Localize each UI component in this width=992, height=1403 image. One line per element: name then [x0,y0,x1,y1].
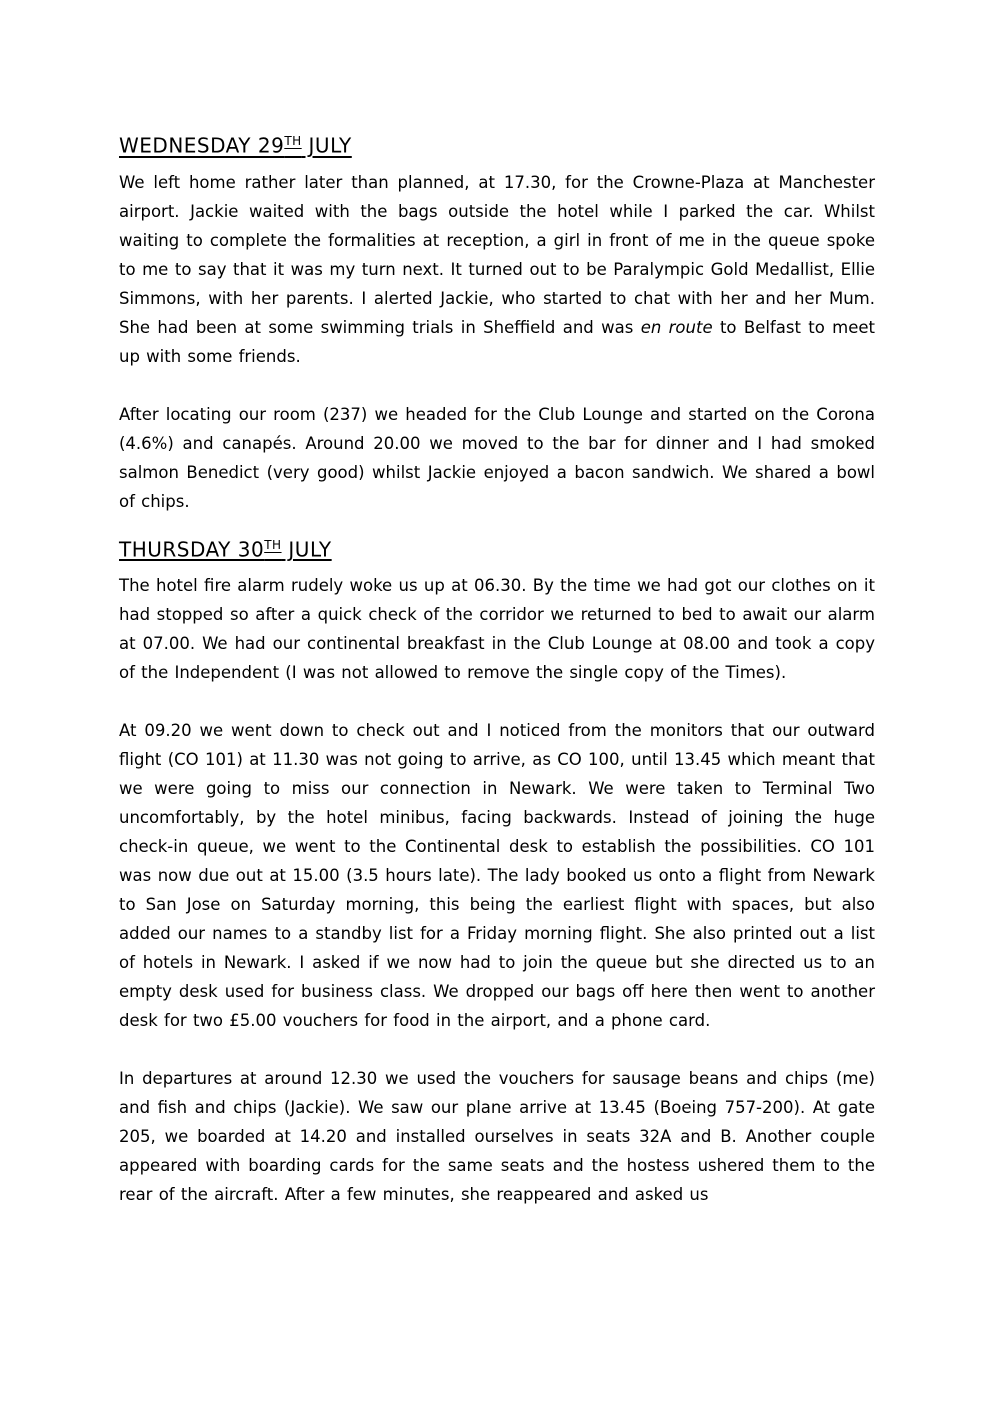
section-wednesday-29-july [119,126,875,516]
paragraph-text: We left home rather later than planned, at 17.30, for the Crowne-Plaza at Manchester airport. Jackie waited with the bags outside the hotel while I parked the car. Whilst waiting to complete the formalities at reception, a girl in front of me in the queue spoke to me to say that it was my turn next. It turned out to be Paralympic Gold Medallist, Ellie Simmons, with her parents. I alerted Jackie, who started to chat with her and her Mum. She had been at some swimming trials in Sheffield and was [119,172,875,337]
paragraph-text: to Belfast to meet up with some friends. [119,317,876,366]
heading-month: JULY [301,133,352,158]
section-heading [119,530,875,565]
paragraph-italic-phrase: en route [640,317,713,337]
diary-paragraph: At 09.20 we went down to check out and I noticed from the monitors that our outward flight (CO 101) at 11.30 was not going to arrive, as CO 100, until 13.45 which meant that we were going to miss our connection in Newark. We were taken to Terminal Two uncomfortably, by the hotel minibus, facing backwards. Instead of joining the huge check-in queue, we went to the Continental desk to establish the possibilities. CO 101 was now due out at 15.00 (3.5 hours late). The lady booked us onto a flight from Newark to San Jose on Saturday morning, this being the earliest flight with spaces, but also added our names to a standby list for a Friday morning flight. She also printed out a list of hotels in Newark. I asked if we now had to join the queue but she directed us to an empty desk used for business class. We dropped our bags off here then went to another desk for two £5.00 vouchers for food in the airport, and a phone card. [119,721,875,1031]
diary-paragraph: In departures at around 12.30 we used the vouchers for sausage beans and chips (me) and fish and chips (Jackie). We saw our plane arrive at 13.45 (Boeing 757-200). At gate 205, we boarded at 14.20 and installed ourselves in seats 32A and B. Another couple appeared with boarding cards for the same seats and the hostess ushered them to the rear of the aircraft. After a few minutes, she reappeared and asked us [119,1069,875,1205]
heading-ordinal: TH [264,537,282,552]
section-thursday-30-july [119,530,875,1210]
heading-ordinal: TH [284,134,302,148]
diary-paragraph [119,168,875,371]
diary-paragraph: After locating our room (237) we headed for the Club Lounge and started on the Corona (4.6%) and canapés. Around 20.00 we moved to the bar for dinner and I had smoked salmon Benedict (very good) whilst Jackie enjoyed a bacon sandwich. We shared a bowl of chips. [119,404,875,511]
heading-day: THURSDAY 30 [119,537,265,562]
section-heading [119,126,875,161]
diary-paragraph: The hotel fire alarm rudely woke us up at 06.30. By the time we had got our clothes on it had stopped so after a quick check of the corridor we returned to bed to await our alarm at 07.00. We had our continental breakfast in the Club Lounge at 08.00 and took a copy of the Independent (I was not allowed to remove the single copy of the Times). [119,576,875,683]
heading-day: WEDNESDAY 29 [119,133,285,158]
heading-month: JULY [281,537,332,562]
